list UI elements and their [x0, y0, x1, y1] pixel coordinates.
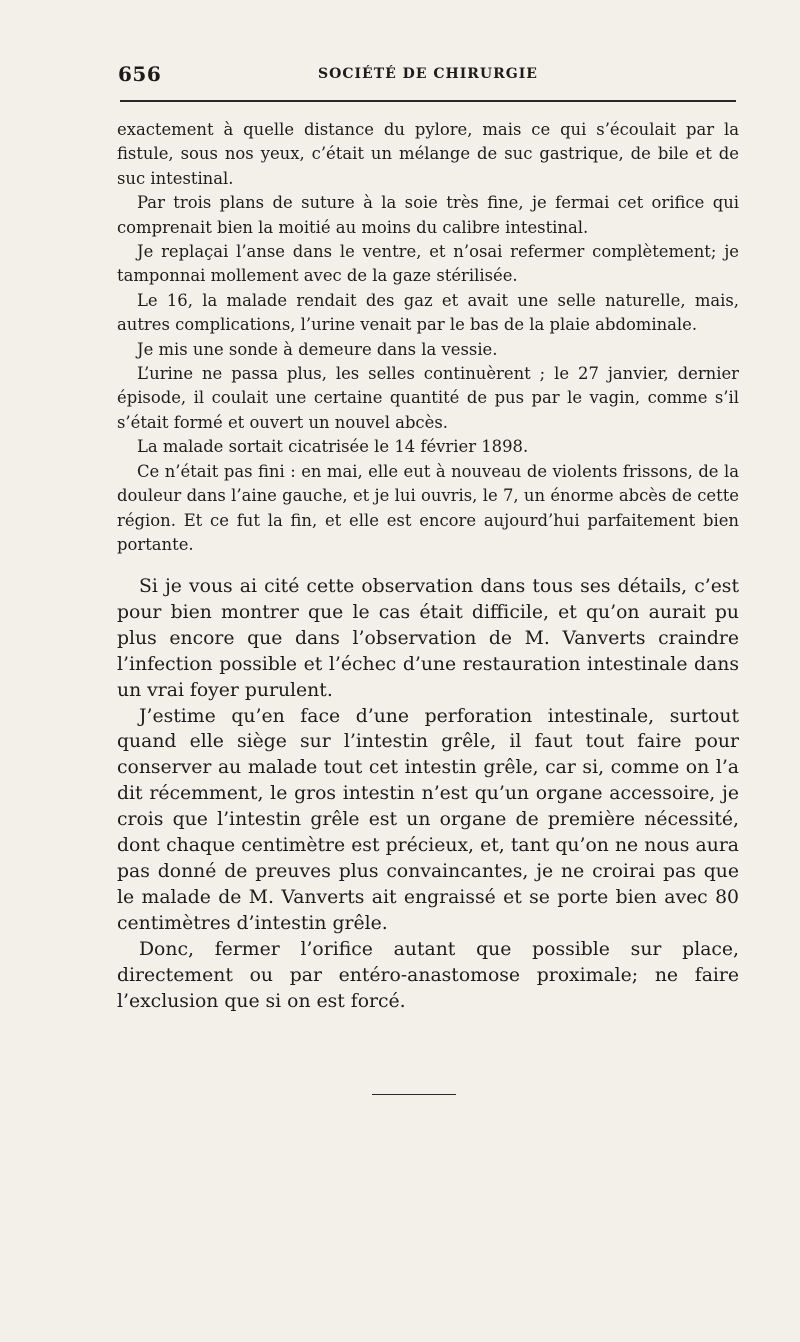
paragraph: Je mis une sonde à demeure dans la vessie.	[137, 339, 498, 359]
page-number: 656	[118, 62, 162, 86]
discussion-text	[117, 574, 739, 1014]
paragraph: L’urine ne passa plus, les selles continuèrent ; le 27 janvier, dernier épisode, il coulait une certaine quantité de pus par le vagin, comme s’il s’était formé et ouvert un nouvel abcès.	[117, 364, 739, 432]
paragraph: La malade sortait cicatrisée le 14 février 1898.	[137, 437, 529, 457]
paragraph: Je replaçai l’anse dans le ventre, et n’osai refermer complètement; je tamponnai mollement avec de la gaze stérilisée.	[117, 242, 739, 286]
paragraph: Ce n’était pas fini : en mai, elle eut à nouveau de violents frissons, de la douleur dans l’aine gauche, et je lui ouvris, le 7, un énorme abcès de cette région. Et ce fut la fin, et elle est encore aujourd’hui parfaitement bien portante.	[117, 461, 739, 554]
header-rule	[120, 100, 736, 102]
paragraph: Le 16, la malade rendait des gaz et avait une selle naturelle, mais, autres complications, l’urine venait par le bas de la plaie abdominale.	[117, 290, 739, 335]
paragraph: Donc, fermer l’orifice autant que possible sur place, directement ou par entéro-anastomose proximale; ne faire l’exclusion que si on est forcé.	[117, 938, 739, 1012]
end-rule	[372, 1094, 456, 1095]
paragraph: Si je vous ai cité cette observation dans tous ses détails, c’est pour bien montrer que le cas était difficile, et qu’on aurait pu plus encore que dans l’observation de M. Vanverts craindre l’infection possible et l’échec d’une restauration intestinale dans un vrai foyer purulent.	[117, 576, 739, 701]
page-header	[118, 62, 738, 88]
paragraph: exactement à quelle distance du pylore, mais ce qui s’écoulait par la fistule, sous nos yeux, c’était un mélange de suc gastrique, de bile et de suc intestinal.	[117, 120, 739, 188]
case-report-text	[117, 118, 739, 557]
paragraph: J’estime qu’en face d’une perforation intestinale, surtout quand elle siège sur l’intestin grêle, il faut tout faire pour conserver au malade tout cet intestin grêle, car si, comme on l’a dit récemment, le gros intestin n’est qu’un organe accessoire, je crois que l’intestin grêle est un organe de première nécessité, dont chaque centimètre est précieux, et, tant qu’on ne nous aura pas donné de preuves plus convaincantes, je ne croirai pas que le malade de M. Vanverts ait engraissé et se porte bien avec 80 centimètres d’intestin grêle.	[117, 705, 739, 934]
running-title: SOCIÉTÉ DE CHIRURGIE	[318, 66, 538, 82]
paragraph: Par trois plans de suture à la soie très fine, je fermai cet orifice qui comprenait bien la moitié au moins du calibre intestinal.	[117, 193, 739, 237]
